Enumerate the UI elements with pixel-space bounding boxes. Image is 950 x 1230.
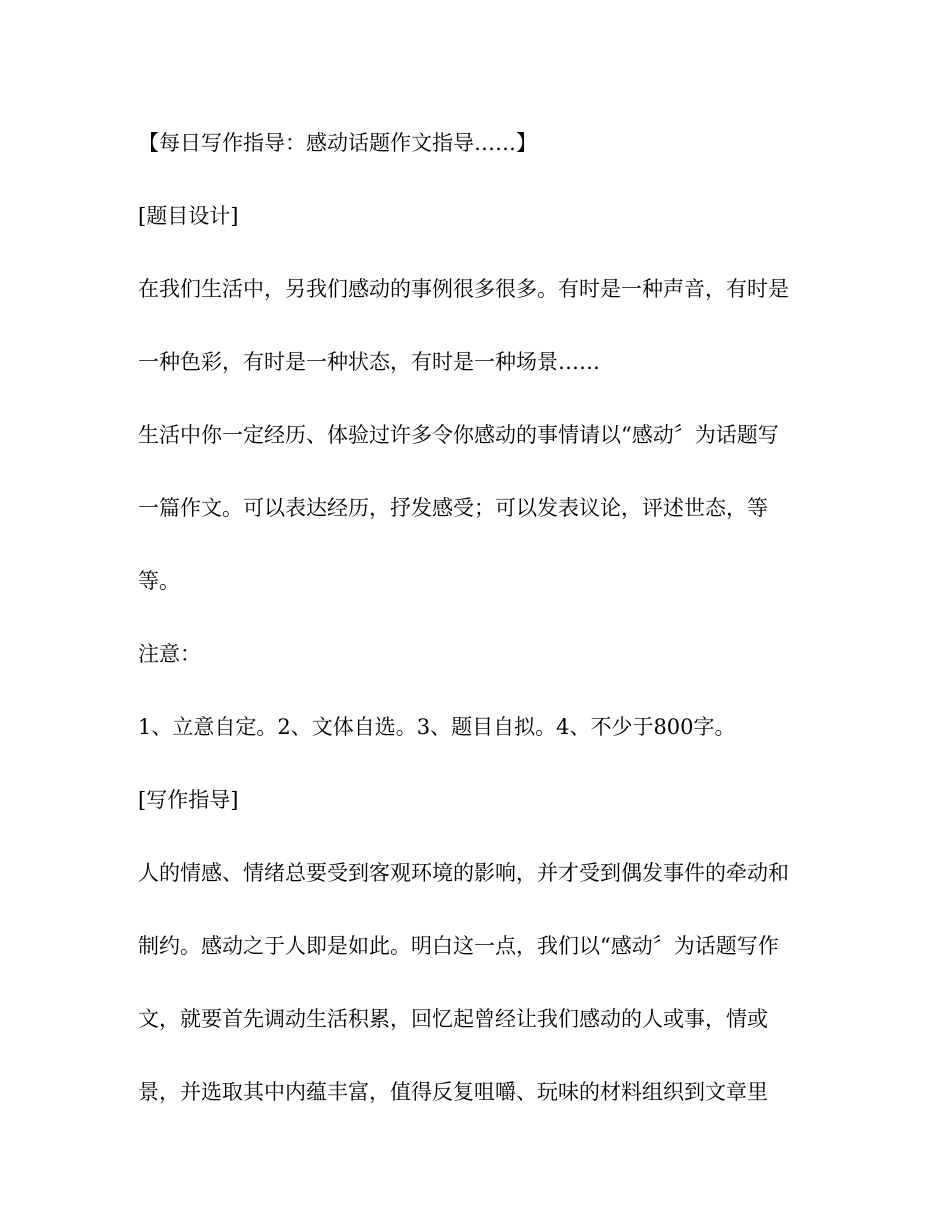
requirements-line: 1、立意自定。2、文体自选。3、题目自拟。4、不少于800字。 <box>138 715 736 739</box>
paragraph-line: 等。 <box>138 569 180 593</box>
paragraph-line: 一篇作文。可以表达经历，抒发感受；可以发表议论，评述世态，等 <box>138 496 768 520</box>
section-heading-topic-design: [题目设计] <box>138 204 239 228</box>
paragraph-line: 景，并选取其中内蕴丰富，值得反复咀嚼、玩味的材料组织到文章里 <box>138 1080 768 1104</box>
paragraph-line: 文，就要首先调动生活积累，回忆起曾经让我们感动的人或事，情或 <box>138 1007 768 1031</box>
paragraph-line: 制约。感动之于人即是如此。明白这一点，我们以“感动〞为话题写作 <box>138 934 779 958</box>
paragraph-line: 生活中你一定经历、体验过许多令你感动的事情请以“感动〞为话题写 <box>138 423 779 447</box>
document-title: 【每日写作指导：感动话题作文指导……】 <box>138 131 537 155</box>
note-heading: 注意： <box>138 642 201 666</box>
paragraph-line: 人的情感、情绪总要受到客观环境的影响，并才受到偶发事件的牵动和 <box>138 861 789 885</box>
section-heading-writing-guidance: [写作指导] <box>138 788 239 812</box>
paragraph-line: 在我们生活中，另我们感动的事例很多很多。有时是一种声音，有时是 <box>138 277 789 301</box>
paragraph-line: 一种色彩，有时是一种状态，有时是一种场景…… <box>138 350 600 374</box>
